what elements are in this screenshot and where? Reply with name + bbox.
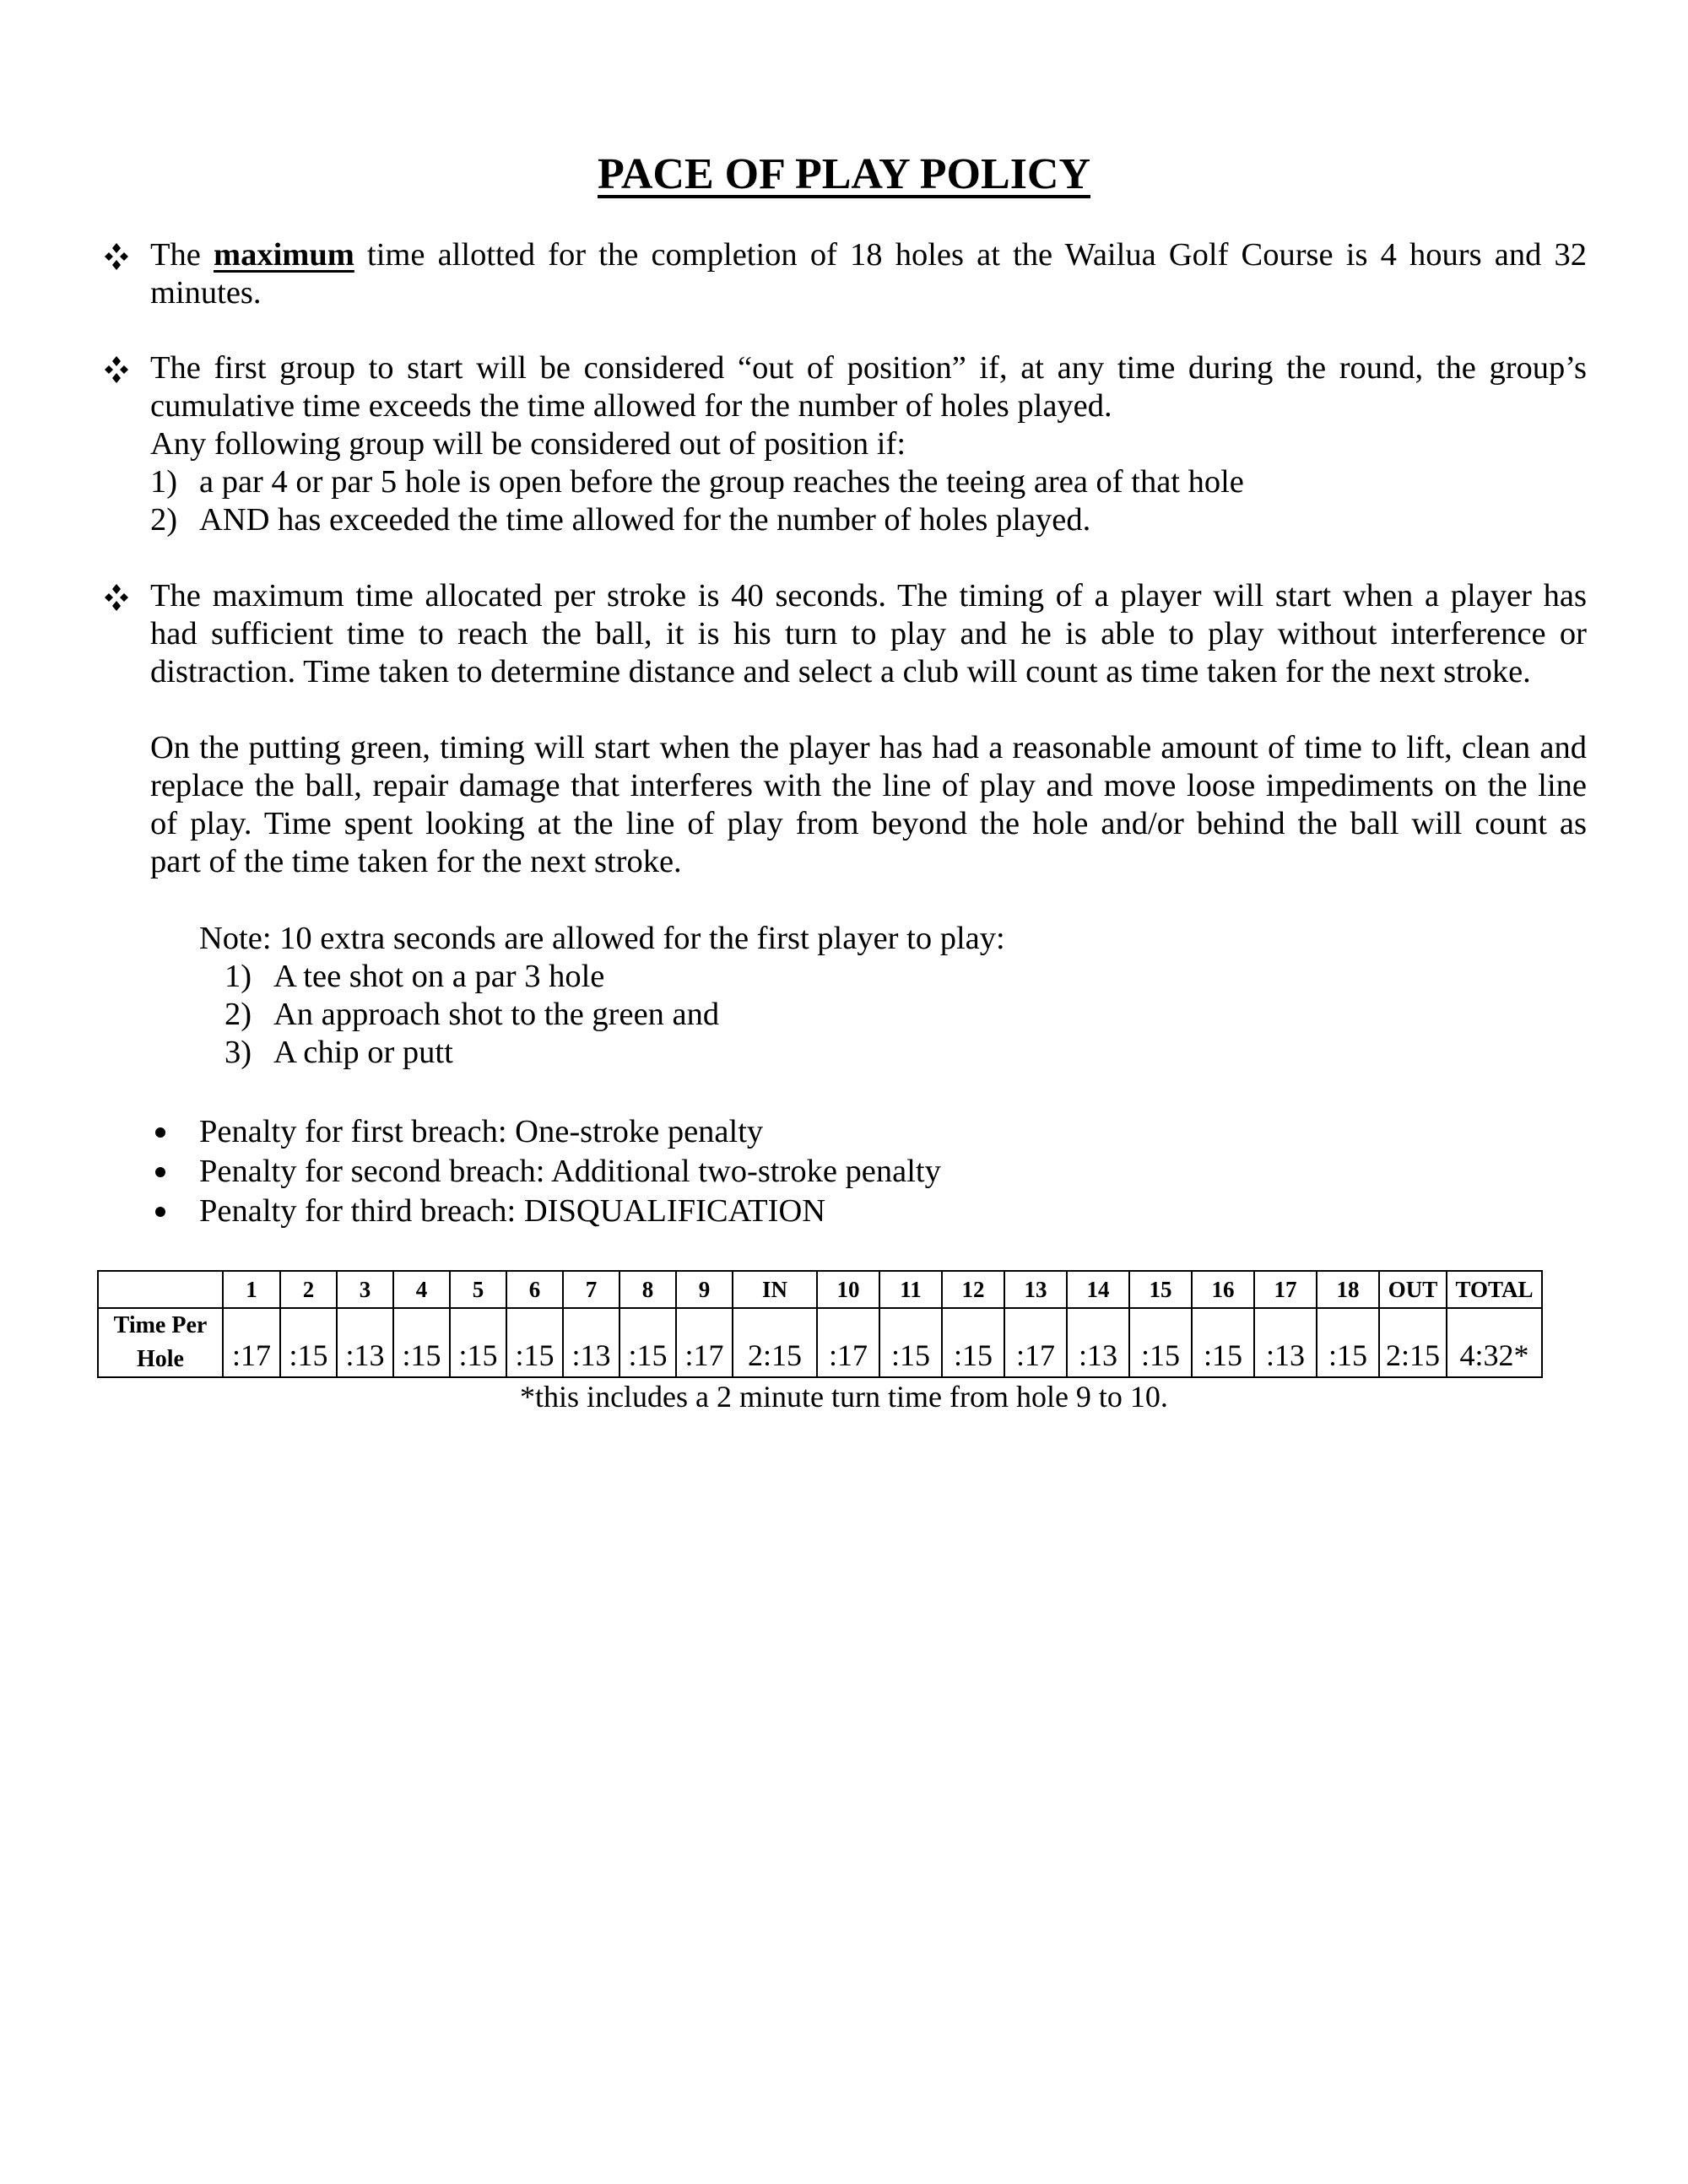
row-label: Time Per Hole: [98, 1308, 223, 1377]
diamond-bullet-icon: [101, 354, 132, 385]
header-cell: 1: [223, 1271, 280, 1308]
time-cell: :15: [1192, 1308, 1254, 1377]
diamond-bullet-icon: [101, 241, 132, 272]
note-item: 2) An approach shot to the green and: [225, 997, 720, 1032]
header-cell: OUT: [1379, 1271, 1447, 1308]
condition-item: 1) a par 4 or par 5 hole is open before the group reaches the teeing area of that hole: [150, 464, 1244, 500]
time-cell: :15: [942, 1308, 1004, 1377]
time-cell: :13: [337, 1308, 393, 1377]
header-cell: 10: [817, 1271, 879, 1308]
section-out-of-position: The first group to start will be considered “out of position” if, at any time during the round, the group’s cumulative time exceeds the time allowed for the number of holes played. Any following group will be considered out of position if: 1) a par 4 or par 5 hole is open before the group reaches the teeing area of that hole 2) AND has exceeded the time allowed for the number of holes played.: [150, 350, 1587, 538]
header-cell: TOTAL: [1447, 1271, 1542, 1308]
page-title: [0, 145, 1688, 204]
time-cell: :15: [280, 1308, 337, 1377]
header-cell: 4: [393, 1271, 450, 1308]
penalty-item: Penalty for second breach: Additional two-stroke penalty: [150, 1152, 941, 1192]
section-max-time-line1: The maximum time allotted for the completion of 18 holes at the Wailua Golf Course is 4 hours and 32: [150, 237, 1587, 273]
diamond-bullet-icon: [101, 582, 132, 613]
time-cell: :15: [1317, 1308, 1379, 1377]
header-cell: 3: [337, 1271, 393, 1308]
time-cell: 2:15: [1379, 1308, 1447, 1377]
header-cell: 6: [506, 1271, 563, 1308]
header-cell: [98, 1271, 223, 1308]
time-cell: :13: [1067, 1308, 1129, 1377]
header-cell: 8: [619, 1271, 676, 1308]
time-cell: :15: [506, 1308, 563, 1377]
emphasis-maximum: maximum: [214, 237, 354, 273]
time-cell: :13: [1254, 1308, 1317, 1377]
table-row: [98, 1308, 1542, 1377]
header-cell: 9: [676, 1271, 733, 1308]
time-cell: :15: [450, 1308, 506, 1377]
time-cell: :17: [1004, 1308, 1067, 1377]
header-cell: 11: [879, 1271, 942, 1308]
header-cell: 7: [563, 1271, 619, 1308]
header-cell: 13: [1004, 1271, 1067, 1308]
table-header-row: [98, 1271, 1542, 1308]
penalty-list: [150, 1112, 941, 1231]
header-cell: 2: [280, 1271, 337, 1308]
section-stroke-time: The maximum time allocated per stroke is 40 seconds. The timing of a player will start when a player has had sufficient time to reach the ball, it is his turn to play and he is able to play without interference or distraction. Time taken to determine distance and select a club will count as time taken for the next stroke.: [150, 578, 1587, 689]
note-item: 3) A chip or putt: [225, 1035, 453, 1070]
time-cell: :17: [223, 1308, 280, 1377]
time-cell: :15: [619, 1308, 676, 1377]
section-max-time-line2: minutes.: [150, 275, 262, 311]
page-title-text: PACE OF PLAY POLICY: [597, 150, 1091, 198]
out-of-position-conditions: [150, 463, 1587, 539]
section-putting-green: On the putting green, timing will start when the player has had a reasonable amount of time to lift, clean and replace the ball, repair damage that interferes with the line of play and move loose impediments on the line of play. Time spent looking at the line of play from beyond the hole and/or behind the ball will count as part of the time taken for the next stroke.: [150, 730, 1587, 879]
time-cell: :15: [879, 1308, 942, 1377]
time-cell: 2:15: [733, 1308, 817, 1377]
note-list: [199, 958, 1005, 1072]
header-cell: 16: [1192, 1271, 1254, 1308]
section-max-time: [150, 236, 1587, 312]
time-cell: :17: [817, 1308, 879, 1377]
time-cell: :15: [393, 1308, 450, 1377]
time-cell: :17: [676, 1308, 733, 1377]
table-footnote: *this includes a 2 minute turn time from hole 9 to 10.: [520, 1380, 1168, 1414]
penalty-item: Penalty for first breach: One-stroke penalty: [150, 1112, 941, 1152]
time-cell: :13: [563, 1308, 619, 1377]
time-cell: 4:32*: [1447, 1308, 1542, 1377]
penalty-item: Penalty for third breach: DISQUALIFICATION: [150, 1192, 941, 1231]
header-cell: IN: [733, 1271, 817, 1308]
header-cell: 17: [1254, 1271, 1317, 1308]
note-heading: Note: 10 extra seconds are allowed for the first player to play:: [199, 921, 1005, 956]
header-cell: 15: [1129, 1271, 1192, 1308]
header-cell: 18: [1317, 1271, 1379, 1308]
header-cell: 12: [942, 1271, 1004, 1308]
header-cell: 14: [1067, 1271, 1129, 1308]
time-cell: :15: [1129, 1308, 1192, 1377]
time-per-hole-table: [97, 1270, 1543, 1378]
condition-item: 2) AND has exceeded the time allowed for the number of holes played.: [150, 502, 1091, 538]
bullet-dot-icon: [155, 1207, 165, 1217]
bullet-dot-icon: [155, 1127, 165, 1138]
extra-time-note: [199, 920, 1005, 1072]
header-cell: 5: [450, 1271, 506, 1308]
note-item: 1) A tee shot on a par 3 hole: [225, 959, 605, 994]
bullet-dot-icon: [155, 1167, 165, 1177]
